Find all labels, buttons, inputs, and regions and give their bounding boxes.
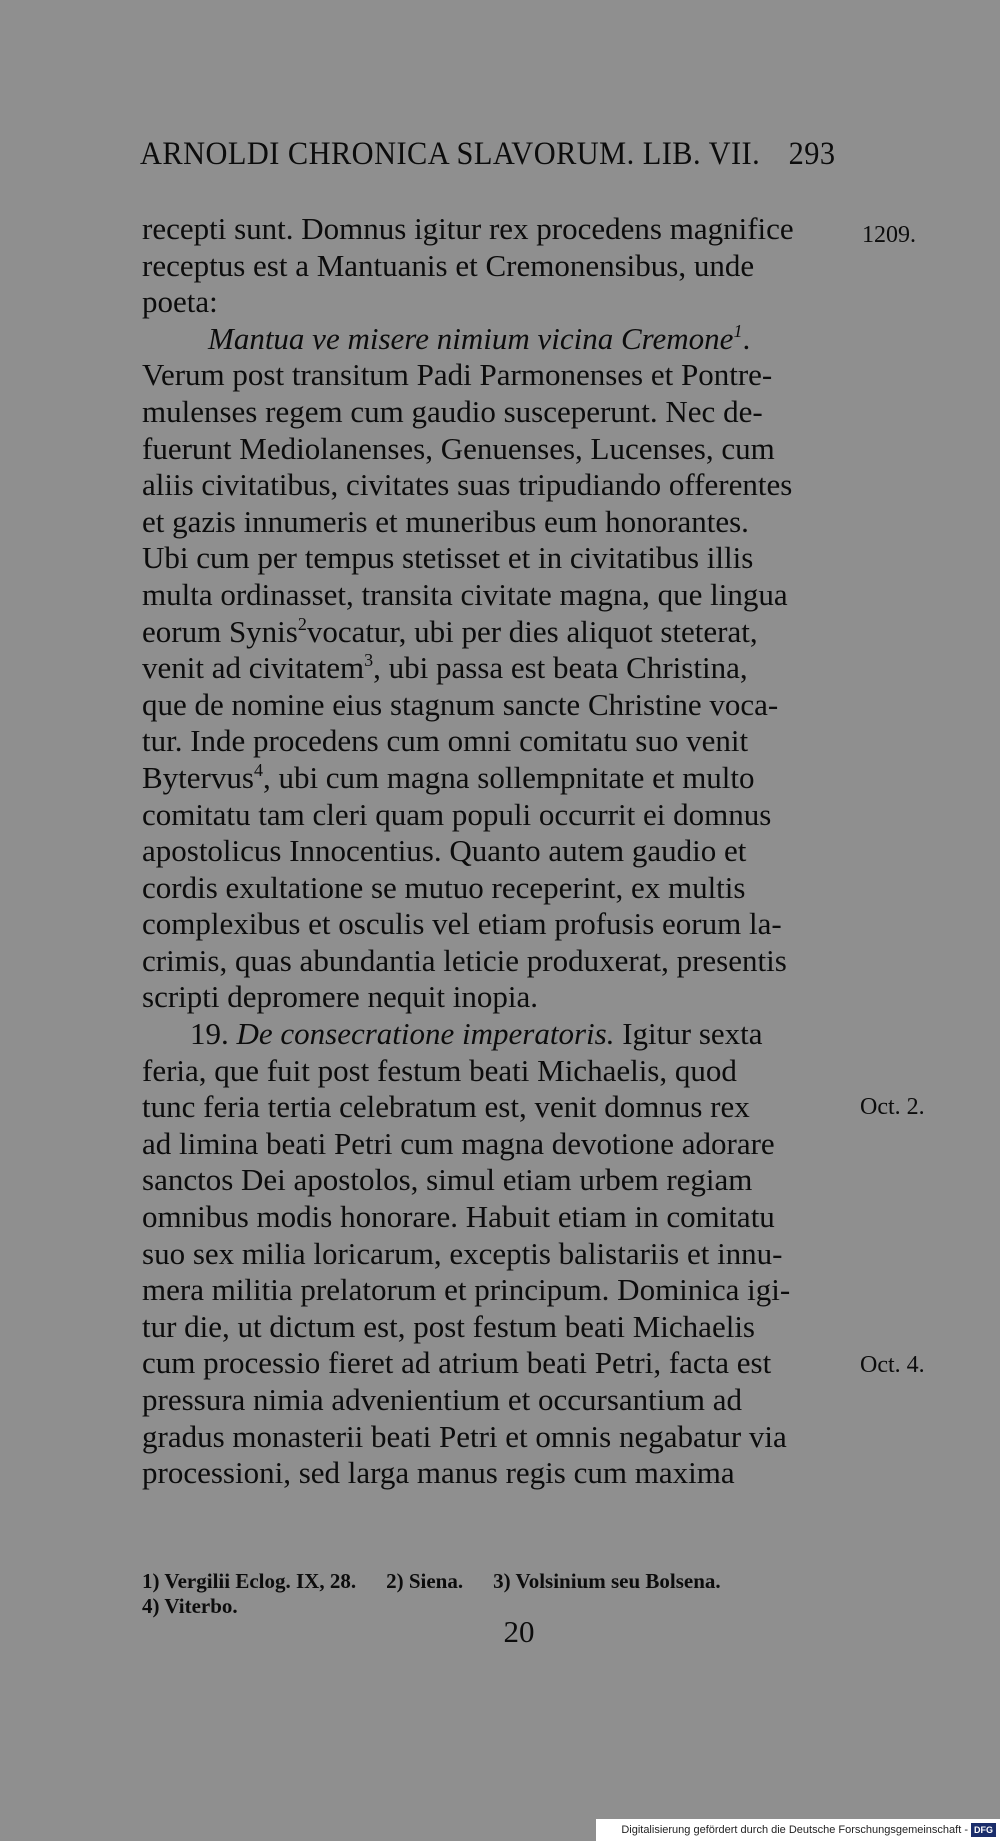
footnotes xyxy=(142,1569,854,1619)
dfg-logo: DFG xyxy=(971,1823,996,1837)
body-text xyxy=(142,211,854,1492)
text-line: mulenses regem cum gaudio susceperunt. Nec de- xyxy=(142,393,763,429)
text-line: gradus monasterii beati Petri et omnis negabatur via xyxy=(142,1418,787,1454)
footnote-4: 4) Viterbo. xyxy=(142,1594,238,1618)
text-line: tunc feria tertia celebratum est, venit domnus rex xyxy=(142,1089,750,1125)
chapter-heading-line: 19. De consecratione imperatoris. Igitur sexta xyxy=(190,1016,763,1052)
footnote-2: 2) Siena. xyxy=(386,1569,464,1593)
text-line: tur die, ut dictum est, post festum beati Michaelis xyxy=(142,1308,755,1344)
text-line: crimis, quas abundantia leticie produxerat, presentis xyxy=(142,942,787,978)
footnote-marker: 1 xyxy=(733,320,743,341)
footnote-marker: 4 xyxy=(253,759,263,780)
chapter-title: De consecratione imperatoris. xyxy=(236,1016,615,1052)
running-head-title: ARNOLDI CHRONICA SLAVORUM. LIB. VII. xyxy=(140,136,761,172)
text-line: cum processio fieret ad atrium beati Petri, facta est xyxy=(142,1345,772,1381)
chapter-number: 19. xyxy=(190,1016,229,1052)
margin-note-oct2: Oct. 2. xyxy=(860,1094,925,1120)
text-line: sanctos Dei apostolos, simul etiam urbem regiam xyxy=(142,1162,753,1198)
text-line: que de nomine eius stagnum sancte Christine voca- xyxy=(142,686,779,722)
text-line: pressura nimia advenientium et occursantium ad xyxy=(142,1382,743,1417)
text-line: apostolicus Innocentius. Quanto autem gaudio et xyxy=(142,833,747,869)
footnote-3: 3) Volsinium seu Bolsena. xyxy=(493,1569,721,1593)
text-line: venit ad civitatem$^3$, ubi passa est beata Christina, xyxy=(142,650,748,686)
digitization-footer xyxy=(596,1819,1000,1841)
text-line: recepti sunt. Domnus igitur rex procedens magnifice xyxy=(142,211,794,246)
text-line: Verum post transitum Padi Parmonenses et Pontre- xyxy=(142,357,773,393)
page-number: 293 xyxy=(788,136,836,172)
text-line: Bytervus$^4$, ubi cum magna sollempnitate et multo xyxy=(142,759,755,795)
text-line: scripti depromere nequit inopia. xyxy=(142,979,538,1015)
text-line: complexibus et osculis vel etiam profusis eorum la- xyxy=(142,906,782,942)
text-line: feria, que fuit post festum beati Michaelis, quod xyxy=(142,1052,737,1088)
text-line: comitatu tam cleri quam populi occurrit ei domnus xyxy=(142,796,772,832)
text-line: aliis civitatibus, civitates suas tripudiando offerentes xyxy=(142,467,793,503)
text-line: processioni, sed larga manus regis cum maxima xyxy=(142,1455,735,1491)
text-line: omnibus modis honorare. Habuit etiam in comitatu xyxy=(142,1199,775,1235)
text-line: cordis exultatione se mutuo receperint, ex multis xyxy=(142,869,746,905)
text-line: fuerunt Mediolanenses, Genuenses, Lucenses, cum xyxy=(142,430,775,466)
footnote-marker: 3 xyxy=(364,650,374,671)
footnote-marker: 2 xyxy=(297,613,307,634)
footnote-1: 1) Vergilii Eclog. IX, 28. xyxy=(142,1569,357,1593)
text-line: receptus est a Mantuanis et Cremonensibus, unde xyxy=(142,247,755,283)
text-line: et gazis innumeris et muneribus eum honorantes. xyxy=(142,503,749,539)
signature-mark: 20 xyxy=(503,1614,535,1649)
text-line: suo sex milia loricarum, exceptis balistariis et innu- xyxy=(142,1235,783,1271)
text-line: eorum Synis$^2$vocatur, ubi per dies aliquot steterat, xyxy=(142,613,758,649)
text-line: ad limina beati Petri cum magna devotione adorare xyxy=(142,1125,775,1161)
text-line: mera militia prelatorum et principum. Dominica igi- xyxy=(142,1272,791,1308)
verse-quotation: Mantua ve misere nimium vicina Cremone$^1$. xyxy=(208,320,751,356)
margin-note-oct4: Oct. 4. xyxy=(860,1352,925,1378)
text-line: poeta: xyxy=(142,284,218,320)
text-line: tur. Inde procedens cum omni comitatu suo venit xyxy=(142,723,749,759)
footer-text: Digitalisierung gefördert durch die Deutsche Forschungsgemeinschaft - xyxy=(621,1824,968,1836)
margin-note-year: 1209. xyxy=(862,222,916,248)
text-line: Ubi cum per tempus stetisset et in civitatibus illis xyxy=(142,540,754,576)
text-line: multa ordinasset, transita civitate magna, que lingua xyxy=(142,576,788,612)
